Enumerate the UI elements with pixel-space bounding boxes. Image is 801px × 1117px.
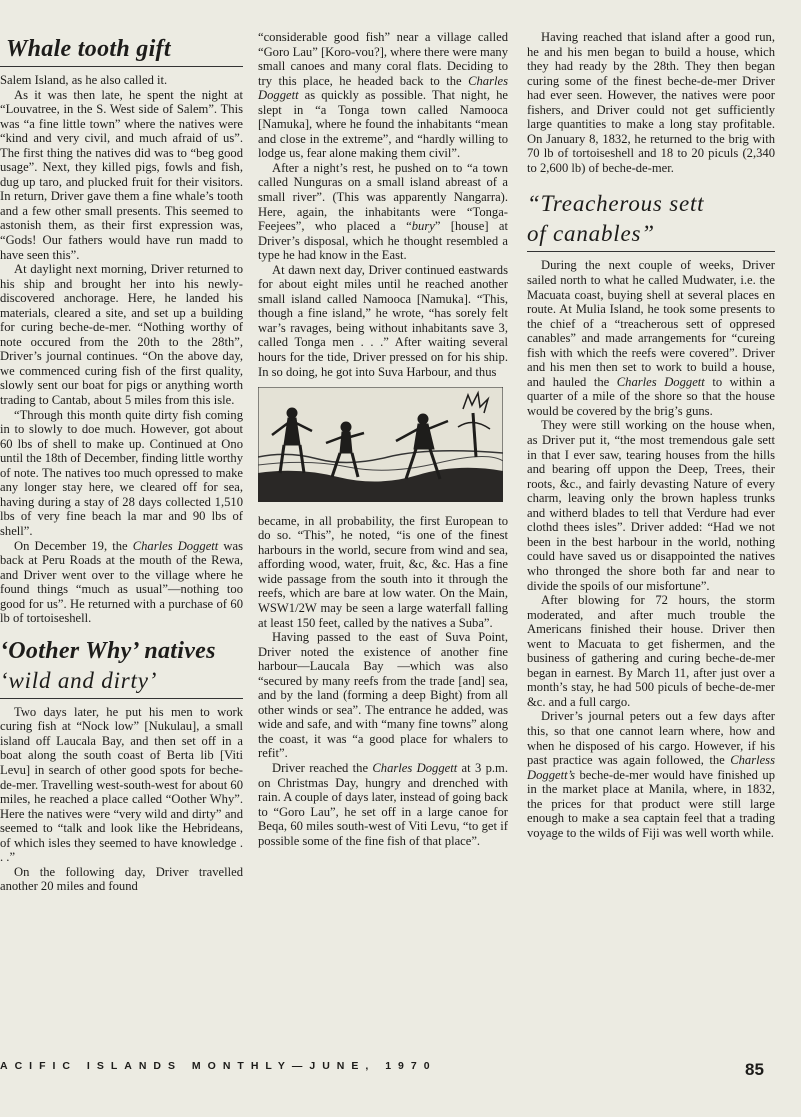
paragraph	[258, 761, 508, 848]
paragraph	[258, 161, 508, 263]
column-2	[258, 30, 508, 848]
text: as quickly as possible. That night, he slept in “a Tonga town called Namooca [Namuka], where he found the inhabitants “mean and close in the extreme”, and “hardly willing to lodge us, fear alone making them civil”.	[258, 88, 508, 161]
text: ” [house] at Driver’s disposal, which he thought resembled a type he had know in the East.	[258, 219, 508, 263]
page-footer: ACIFIC ISLANDS MONTHLY—JUNE, 1970	[0, 1060, 437, 1072]
woodcut-illustration	[258, 387, 503, 502]
text: On December 19, the	[14, 538, 133, 553]
paragraph: Two days later, he put his men to work curing fish at “Nock low” [Nukulau], a small island off Laucala Bay, and then set off in a boat along the south coast of Berta lib [Viti Levu] in search of other good spots for beche-de-mer. Travelling west-south-west for about 60 miles, he reached a place called “Oother Why”. Here the natives were “very wild and dirty” and seemed to “talk and look like the Hebrideans, of which isles they seemed to have knowledge . . .”	[0, 704, 243, 865]
paragraph: became, in all probability, the first European to do so. “This”, he noted, “is one of the finest harbours in the world, secure from wind and sea, affording wood, water, fruit, &c, &c. Has a fine wide passage from the south into it through the reefs, which are bare at low water. On the Main, WSW1/2W may be seen a large waterfall falling at least 150 feet, called by the natives a Suba”.	[258, 513, 508, 630]
text: beche-de-mer would have finished up in the market place at Manila, where, in 1832, the prices for that product were still large enough to make a sea captain feel that a trading voyage to the wilds of Fiji was well worth while.	[527, 767, 775, 840]
column-1	[0, 30, 243, 894]
paragraph: After blowing for 72 hours, the storm moderated, and after much trouble the Americans finished their house. Driver then went to Macuata to get fishermen, and the business of gathering and curing beche-de-mer began in earnest. By March 11, after just over a month’s stay, he had 500 piculs of beche-de-mer &c. and a full cargo.	[527, 593, 775, 709]
paragraph	[258, 30, 508, 161]
section-heading-treacherous-sett: “Treacherous sett	[527, 191, 705, 217]
text: to within a quarter of a mile of the shore so that the house would be covered by the brig’s guns.	[527, 374, 775, 418]
paragraph	[527, 709, 775, 840]
paragraph: At dawn next day, Driver continued eastwards for about eight miles until he reached another small island called Namooca [Namuka]. “This, though a fine island,” he wrote, “has sorely felt war’s ravages, being without inhabitants save 3, called Tonga men . . .” After waiting several hours for the tide, Driver pressed on for his ship. In so doing, he got into Suva Harbour, and thus	[258, 262, 508, 379]
italic-word: bury	[411, 219, 435, 234]
text: “considerable good fish” near a village called “Goro Lau” [Koro-vou?], where there were many small canoes and many coral flats. Deciding to try this place, he headed back to the	[258, 30, 509, 88]
text: Driver’s journal peters out a few days after this, so that one cannot learn where, how and when he disposed of his cargo. However, if his past practice was again followed, the	[527, 709, 775, 768]
page-number: 85	[745, 1060, 764, 1079]
text: During the next couple of weeks, Driver sailed north to what he called Mudwater, i.e. the Macuata coast, buying shell at several places en route. At Mulia Island, he took some presents to the chief of a “treacherous sett of oppresed canables” and made arrangements for “cureing fish with which the reefs were covered”. Driver and his men then set to work to build a house, and hauled the	[527, 258, 775, 389]
heading-rule	[0, 66, 243, 67]
section-heading-wild-and-dirty: ‘wild and dirty’	[0, 667, 158, 693]
text: at 3 p.m. on Christmas Day, hungry and drenched with rain. A couple of days later, instead of going back to “Goro Lau”, he set off in a large canoe for Beqa, 60 miles south-west of Viti Levu, “to get if possible some of the fine fish of that place”.	[258, 760, 508, 848]
section-heading-oother-why: ‘Oother Why’ natives	[0, 637, 216, 664]
ship-name: Charles Doggett	[258, 73, 508, 103]
paragraph: On the following day, Driver travelled another 20 miles and found	[0, 864, 243, 894]
ship-name: Charles Doggett	[372, 760, 458, 775]
paragraph: As it was then late, he spent the night at “Louvatree, in the S. West side of Salem”. This was “a fine little town” where the natives were “kind and very civil, and much afraid of us”. The first thing the natives did was to “beg good usage”. Next, they killed pigs, fowls and fish, dug up taro, and plucked fruit for their visitors. In return, Driver gave them a fine whale’s tooth and a few other small presents. This seemed to astonish them, as their first expression was, “Gods! Our fathers would have run madd to have seen this”.	[0, 87, 243, 262]
paragraph: Salem Island, as he also called it.	[0, 73, 168, 87]
text: After a night’s rest, he pushed on to “a town called Nunguras on a small island abreast of a small river”. (This was apparently Nangarra). Here, again, the inhabitants were “Tonga-Feejees”, who placed a “	[258, 160, 508, 234]
heading-rule	[527, 251, 775, 252]
ship-name: Charles Doggett	[616, 374, 705, 389]
text: Driver reached the	[272, 760, 373, 775]
ship-name: Charless Doggett’s	[527, 753, 775, 782]
paragraph: “Through this month quite dirty fish coming in to slowly to doe much. However, got about 60 lbs of shell to make up. Continued at Ono until the 18th of December, finding little worthy of note. The natives too much opressed to make any longer stay here, we cleared off for sea, having during a stay of 28 days collected 1,510 lbs of very fine beach la mar and 90 lbs of shell”.	[0, 407, 243, 538]
paragraph: Having reached that island after a good run, he and his men began to build a house, which they had ready by the 28th. They then began curing some of the finest beche-de-mer Driver had ever seen. However, the natives were poor fishers, and Driver could not get sufficiently large quantities to make a long stay profitable. On January 8, 1832, he returned to the brig with 70 lb of tortoiseshell and 18 to 20 piculs (2,340 to 2,600 lb) of beche-de-mer.	[527, 30, 775, 175]
column-3	[527, 30, 775, 840]
paragraph	[527, 258, 775, 418]
paragraph: Having passed to the east of Suva Point, Driver noted the existence of another fine harbour—Laucala Bay —which was also “secured by many reefs from the trade [and] sea, and by the land (forming a deep Bight) from all other winds or sea”. The entrance he added, was wide and safe, and with “many fine towns” along the coast, it was “a good place for whalers to refit”.	[258, 630, 508, 761]
paragraph	[0, 539, 243, 626]
paragraph: They were still working on the house when, as Driver put it, “the most tremendous gale sett in that I ever saw, tearing houses from the hills and bearing off uppon the Deep, Trees, their roots, &c., and fairly devasting Nature of every charm, leaving only the brown hapless trunks and witherd blades to tell that Verdure had ever clothd thees isles”. Driver added: “Had we not been in the best harbour in the world, nothing could have saved us or disappointed the natives who thronged the shore both far and near to divide the spoils of our misfortune”.	[527, 418, 775, 593]
ship-name: Charles Doggett	[132, 538, 219, 553]
paragraph: At daylight next morning, Driver returned to his ship and brought her into his newly-discovered anchorage. Here, he landed his materials, cleared a site, and set up a building for curing beche-de-mer. “Nothing worthy of note occured from the 20th to the 28th”, Driver’s journal continues. “On the above day, we commenced curing fish of the first quality, slowly sent our boat for pigs or anything worth trading to Cantab, about 5 miles from this isle.	[0, 262, 243, 408]
heading-rule	[0, 698, 243, 699]
text: was back at Peru Roads at the mouth of the Rewa, and Driver went over to the village where he found things “much as usual”—nothing too good for us”. He returned with a purchase of 60 lb of tortoiseshell.	[0, 538, 243, 626]
section-heading-whale-tooth-gift: Whale tooth gift	[6, 36, 171, 62]
section-heading-of-canables: of canables”	[527, 221, 655, 247]
